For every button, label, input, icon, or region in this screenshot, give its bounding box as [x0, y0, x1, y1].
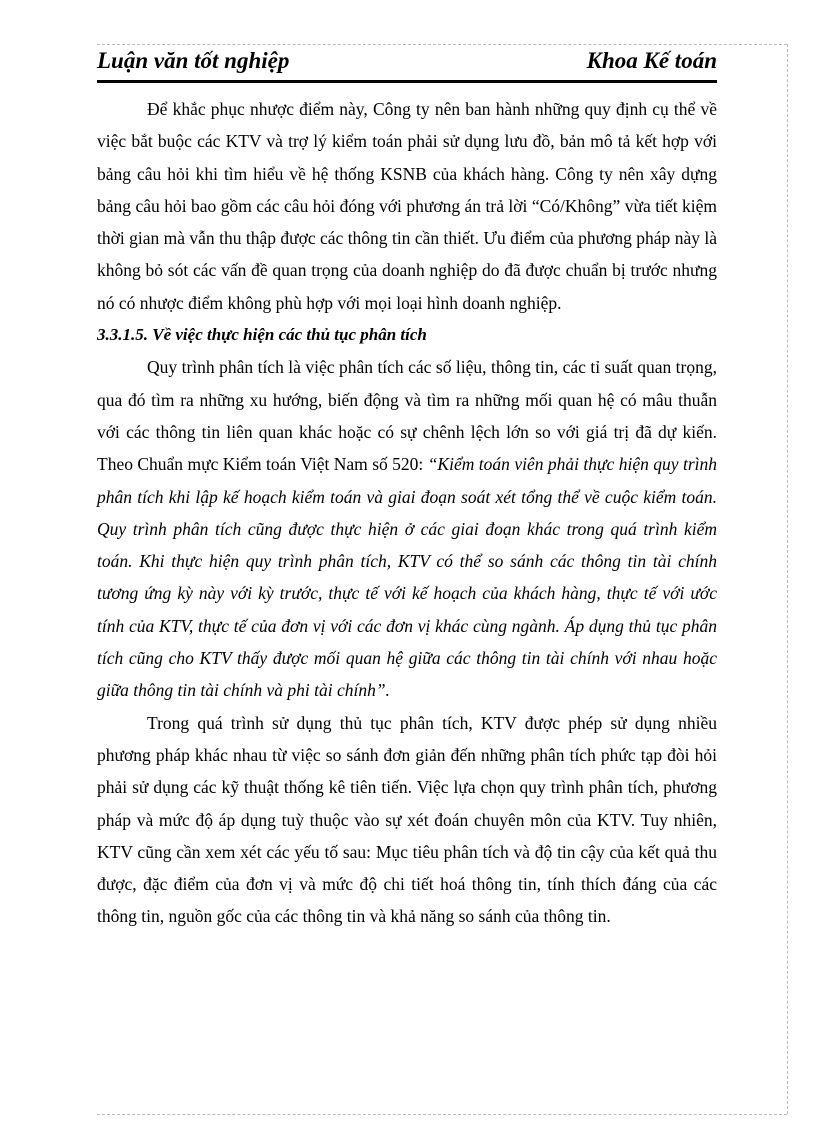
page-header [97, 44, 717, 84]
paragraph-text: Quy trình phân tích là việc phân tích các số liệu, thông tin, các tỉ suất quan trọng, qua đó tìm ra những xu hướng, biến động và tìm ra những mối quan hệ có mâu thuẫn với các thông tin liên quan khác hoặc có sự chênh lệch lớn so với giá trị đã dự kiến. Theo Chuẩn mực Kiểm toán Việt Nam số 520: [97, 357, 717, 475]
faculty-name: Khoa Kế toán [586, 48, 717, 73]
document-body [97, 93, 717, 933]
thesis-title: Luận văn tốt nghiệp [97, 48, 290, 73]
page-border-bottom [97, 1114, 787, 1115]
paragraph-ksnb-questionnaire: Để khắc phục nhược điểm này, Công ty nên ban hành những quy định cụ thể về việc bắt buộc các KTV và trợ lý kiểm toán phải sử dụng lưu đồ, bản mô tả kết hợp với bảng câu hỏi khi tìm hiểu về hệ thống KSNB của khách hàng. Công ty nên xây dựng bảng câu hỏi bao gồm các câu hỏi đóng với phương án trả lời “Có/Không” vừa tiết kiệm thời gian mà vẫn thu thập được các thông tin cần thiết. Ưu điểm của phương pháp này là không bỏ sót các vấn đề quan trọng của doanh nghiệp do đã được chuẩn bị trước nhưng nó có nhược điểm không phù hợp với mọi loại hình doanh nghiệp. [97, 99, 717, 313]
paragraph-analysis-methods: Trong quá trình sử dụng thủ tục phân tích, KTV được phép sử dụng nhiều phương pháp khác nhau từ việc so sánh đơn giản đến những phân tích phức tạp đòi hỏi phải sử dụng các kỹ thuật thống kê tiên tiến. Việc lựa chọn quy trình phân tích, phương pháp và mức độ áp dụng tuỳ thuộc vào sự xét đoán chuyên môn của KTV. Tuy nhiên, KTV cũng cần xem xét các yếu tố sau: Mục tiêu phân tích và độ tin cậy của kết quả thu được, đặc điểm của đơn vị và mức độ chi tiết hoá thông tin, tính thích đáng của các thông tin, nguồn gốc của các thông tin và khả năng so sánh của thông tin. [97, 712, 717, 927]
paragraph-analytical-procedures [97, 351, 717, 706]
standard-quote: “Kiểm toán viên phải thực hiện quy trình phân tích khi lập kế hoạch kiểm toán và giai đoạn soát xét tổng thể về cuộc kiểm toán. Quy trình phân tích cũng được thực hiện ở các giai đoạn khác trong quá trình kiểm toán. Khi thực hiện quy trình phân tích, KTV có thể so sánh các thông tin tài chính tương ứng kỳ này với kỳ trước, thực tế với kế hoạch của khách hàng, thực tế với ước tính của KTV, thực tế của đơn vị với các đơn vị khác cùng ngành. Áp dụng thủ tục phân tích cũng cho KTV thấy được mối quan hệ giữa các thông tin tài chính với nhau hoặc giữa thông tin tài chính và phi tài chính”. [97, 454, 717, 701]
page-border-right [787, 44, 788, 1114]
header-divider [97, 80, 717, 83]
section-heading: 3.3.1.5. Về việc thực hiện các thủ tục phân tích [97, 325, 427, 345]
